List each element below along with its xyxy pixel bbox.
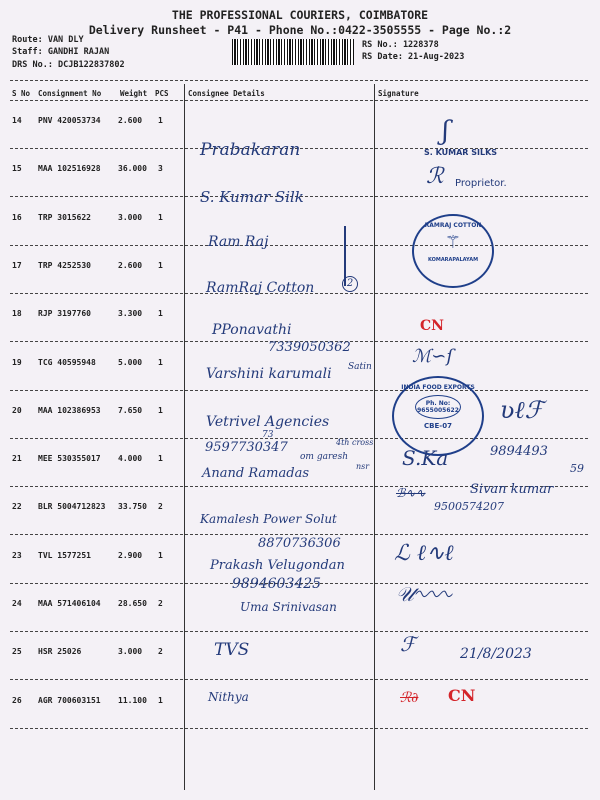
row-consignment-no: AGR 700603151 [38, 696, 101, 705]
signature-scrawl: ℛ [426, 164, 444, 189]
row-weight: 5.000 [118, 358, 143, 367]
row-sno: 25 [12, 647, 22, 656]
row-weight: 2.600 [118, 116, 143, 125]
stamp-text: 9655005622 [417, 407, 459, 414]
stamp-text: CBE-07 [424, 422, 452, 430]
row-consignment-no: TRP 3015622 [38, 213, 91, 222]
staff-label: Staff: GANDHI RAJAN [12, 47, 110, 57]
row-consignment-no: MAA 571406104 [38, 599, 101, 608]
divider [10, 80, 588, 81]
row-weight: 2.600 [118, 261, 143, 270]
row-pcs: 3 [158, 164, 163, 173]
row-consignment-no: RJP 3197760 [38, 309, 91, 318]
signature-stamp-text: Proprietor. [455, 178, 507, 189]
ramraj-cotton-stamp [412, 214, 494, 288]
row-weight: 2.900 [118, 551, 143, 560]
handwritten-note: nsr [356, 462, 370, 471]
signature-scrawl: ʋℓℱ [500, 396, 544, 424]
column-divider [184, 84, 185, 790]
row-sno: 21 [12, 454, 22, 463]
barcode [232, 39, 354, 65]
stamp-emblem-icon: ⚚ [444, 232, 462, 253]
row-consignment-no: MEE 530355017 [38, 454, 101, 463]
row-pcs: 1 [158, 696, 163, 705]
row-pcs: 1 [158, 116, 163, 125]
row-weight: 3.000 [118, 647, 143, 656]
india-food-exports-stamp [392, 376, 484, 456]
signature-note: CN [448, 686, 476, 705]
row-sno: 23 [12, 551, 22, 560]
row-sno: 22 [12, 502, 22, 511]
signature-phone: 9894493 [490, 444, 548, 459]
handwritten-note: 73 [262, 430, 274, 440]
row-consignment-no: BLR 5004712823 [38, 502, 106, 511]
row-consignment-no: HSR 25026 [38, 647, 82, 656]
signature-scrawl: ℳ∽ſ [412, 346, 453, 367]
col-pcs: PCS [155, 89, 169, 98]
row-weight: 4.000 [118, 454, 143, 463]
row-weight: 36.000 [118, 164, 147, 173]
row-consignment-no: TRP 4252530 [38, 261, 91, 270]
row-consignment-no: TVL 1577251 [38, 551, 91, 560]
signature-scrawl: ℬ∿∿ [396, 486, 426, 500]
col-consignee: Consignee Details [188, 89, 265, 98]
signature-name: Sivan kumar [470, 482, 554, 497]
row-weight: 7.650 [118, 406, 143, 415]
row-pcs: 2 [158, 599, 163, 608]
handwritten-name: Prakash Velugondan [210, 558, 345, 573]
handwritten-name: Anand Ramadas [202, 466, 309, 481]
handwritten-name: PPonavathi [212, 322, 292, 338]
row-consignment-no: PNV 420053734 [38, 116, 101, 125]
signature-note: CN [420, 318, 444, 334]
signature-scrawl: ʃ [442, 116, 450, 146]
divider [10, 100, 588, 101]
row-sno: 19 [12, 358, 22, 367]
handwritten-name: Prabakaran [200, 140, 301, 160]
row-divider [10, 390, 588, 391]
row-divider [10, 245, 588, 246]
handwritten-phone: 8870736306 [258, 536, 341, 551]
handwritten-name: TVS [214, 640, 250, 660]
stamp-text: INDIA FOOD EXPORTS [401, 384, 475, 391]
signature-scrawl: ℒ ℓ∿ℓ [394, 541, 454, 566]
signature-scrawl: ℛ∂ [400, 690, 419, 706]
signature-text: S.Ka [402, 446, 449, 470]
row-pcs: 2 [158, 647, 163, 656]
row-divider [10, 534, 588, 535]
col-sno: S No [12, 89, 31, 98]
row-sno: 20 [12, 406, 22, 415]
handwritten-phone: 9894603425 [232, 576, 322, 592]
col-consignment: Consignment No [38, 89, 102, 98]
handwritten-name: Ram Raj [208, 234, 269, 250]
handwritten-note: Satin [348, 362, 372, 372]
handwritten-name: Uma Srinivasan [240, 600, 337, 614]
row-weight: 11.100 [118, 696, 147, 705]
row-pcs: 1 [158, 406, 163, 415]
handwritten-name: Nithya [208, 690, 249, 704]
handwritten-name: RamRaj Cotton [206, 280, 315, 296]
signature-scrawl: ℱ [400, 632, 416, 656]
route-label: Route: VAN DLY [12, 35, 84, 45]
row-sno: 24 [12, 599, 22, 608]
row-sno: 14 [12, 116, 22, 125]
row-weight: 3.000 [118, 213, 143, 222]
rs-number: RS No.: 1228378 [362, 40, 439, 50]
row-sno: 16 [12, 213, 22, 222]
signature-phone: 9500574207 [434, 500, 504, 513]
row-sno: 15 [12, 164, 22, 173]
row-divider [10, 679, 588, 680]
row-consignment-no: MAA 102386953 [38, 406, 101, 415]
signature-stamp-text: S. KUMAR SILKS [424, 148, 498, 157]
row-sno: 26 [12, 696, 22, 705]
drs-number: DRS No.: DCJB122837802 [12, 60, 125, 70]
row-weight: 33.750 [118, 502, 147, 511]
handwritten-name: Varshini karumali [206, 366, 332, 382]
circled-count: 2 [342, 276, 358, 292]
row-weight: 3.300 [118, 309, 143, 318]
row-pcs: 1 [158, 309, 163, 318]
signature-phone: 59 [570, 462, 584, 475]
stamp-text: RAMRAJ COTTON [424, 222, 482, 229]
row-consignment-no: MAA 102516928 [38, 164, 101, 173]
row-sno: 18 [12, 309, 22, 318]
handwritten-name: S. Kumar Silk [200, 188, 304, 206]
stamp-text: Ph. No: [425, 400, 451, 407]
row-weight: 28.650 [118, 599, 147, 608]
stamp-text: KOMARAPALAYAM [427, 257, 479, 263]
row-divider [10, 438, 588, 439]
handwritten-phone: 9597730347 [205, 440, 288, 455]
handwritten-note: om garesh [300, 452, 348, 462]
signature-scrawl: 𝒰∿∿∿ [396, 582, 451, 606]
col-weight: Weight [120, 89, 148, 98]
row-consignment-no: TCG 40595948 [38, 358, 96, 367]
handwritten-phone: 7339050362 [268, 340, 351, 355]
signature-date: 21/8/2023 [460, 646, 532, 662]
handwritten-name: Vetrivel Agencies [206, 414, 330, 430]
row-pcs: 1 [158, 213, 163, 222]
page-title: THE PROFESSIONAL COURIERS, COIMBATORE [171, 8, 429, 22]
page-subtitle: Delivery Runsheet - P41 - Phone No.:0422-3505555 - Page No.:2 [88, 23, 512, 37]
row-pcs: 2 [158, 502, 163, 511]
col-signature: Signature [378, 89, 419, 98]
row-pcs: 1 [158, 551, 163, 560]
row-pcs: 1 [158, 261, 163, 270]
handwritten-name: Kamalesh Power Solut [200, 512, 337, 526]
rs-date: RS Date: 21-Aug-2023 [362, 52, 465, 62]
row-divider [10, 728, 588, 729]
row-pcs: 1 [158, 454, 163, 463]
column-divider [374, 84, 375, 790]
handwritten-note: 4th cross [336, 438, 374, 447]
row-divider [10, 631, 588, 632]
row-pcs: 1 [158, 358, 163, 367]
row-sno: 17 [12, 261, 22, 270]
